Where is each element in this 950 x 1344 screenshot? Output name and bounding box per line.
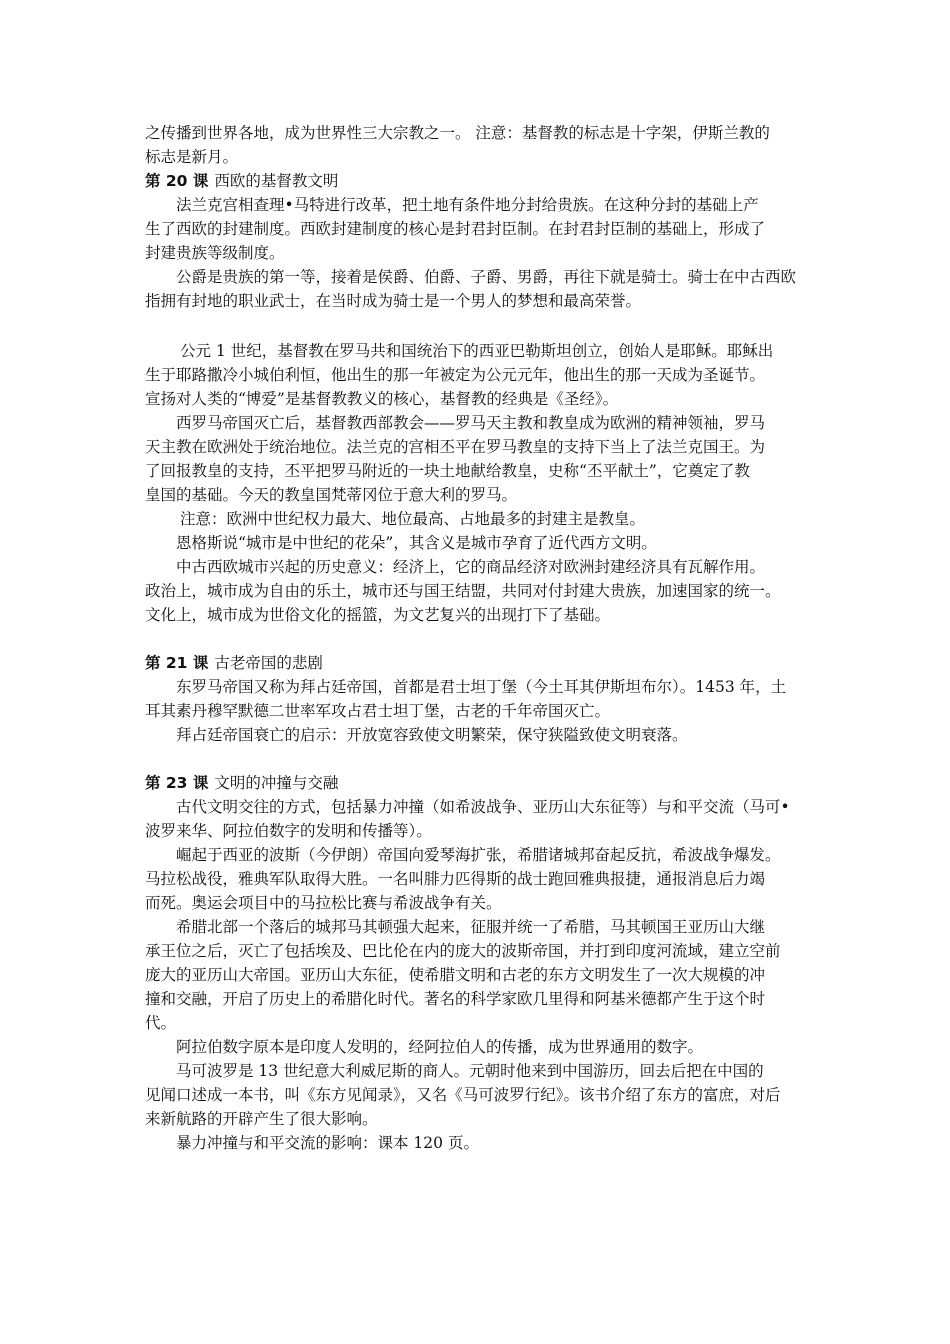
paragraph-line: 生于耶路撒冷小城伯利恒，他出生的那一年被定为公元元年，他出生的那一天成为圣诞节。 — [145, 366, 766, 384]
paragraph-line: 拜占廷帝国衰亡的启示：开放宽容致使文明繁荣，保守狭隘致使文明衰落。 — [176, 726, 688, 744]
lesson-title: 文明的冲撞与交融 — [214, 774, 339, 792]
paragraph-line: 古代文明交往的方式，包括暴力冲撞（如希波战争、亚历山大东征等）与和平交流（马可• — [176, 798, 790, 816]
paragraph-line: 庞大的亚历山大帝国。亚历山大东征，使希腊文明和古老的东方文明发生了一次大规模的冲 — [145, 966, 766, 984]
paragraph-line: 马拉松战役，雅典军队取得大胜。一名叫腓力匹得斯的战士跑回雅典报捷，通报消息后力竭 — [145, 870, 766, 888]
paragraph-line: 天主教在欧洲处于统治地位。法兰克的宫相丕平在罗马教皇的支持下当上了法兰克国王。为 — [145, 438, 766, 456]
blank-line — [145, 627, 810, 651]
lesson-23-heading — [145, 771, 810, 795]
paragraph-line: 马可波罗是 13 世纪意大利威尼斯的商人。元朝时他来到中国游历，回去后把在中国的 — [176, 1062, 764, 1080]
blank-line — [145, 747, 810, 771]
paragraph-line: 公爵是贵族的第一等，接着是侯爵、伯爵、子爵、男爵，再往下就是骑士。骑士在中古西欧 — [176, 268, 797, 286]
lesson-number: 第 21 课 — [145, 654, 209, 672]
lesson-20-heading — [145, 169, 810, 193]
intro-line: 标志是新月。 — [145, 148, 239, 166]
paragraph-line: 撞和交融，开启了历史上的希腊化时代。著名的科学家欧几里得和阿基米德都产生于这个时 — [145, 990, 766, 1008]
lesson-number: 第 20 课 — [145, 172, 209, 190]
paragraph-line: 见闻口述成一本书，叫《东方见闻录》，又名《马可波罗行纪》。该书介绍了东方的富庶，对后 — [145, 1086, 781, 1104]
paragraph-line: 希腊北部一个落后的城邦马其顿强大起来，征服并统一了希腊，马其顿国王亚历山大继 — [176, 918, 766, 936]
blank-line — [145, 313, 810, 339]
paragraph-line: 恩格斯说“城市是中世纪的花朵”，其含义是城市孕育了近代西方文明。 — [176, 534, 657, 552]
paragraph-line: 法兰克宫相查理•马特进行改革，把土地有条件地分封给贵族。在这种分封的基础上产 — [176, 196, 759, 214]
paragraph-line: 生了西欧的封建制度。西欧封建制度的核心是封君封臣制。在封君封臣制的基础上，形成了 — [145, 220, 766, 238]
paragraph-line: 来新航路的开辟产生了很大影响。 — [145, 1110, 378, 1128]
lesson-title: 西欧的基督教文明 — [214, 172, 339, 190]
paragraph-line: 公元 1 世纪，基督教在罗马共和国统治下的西亚巴勒斯坦创立，创始人是耶稣。耶稣出 — [180, 342, 774, 360]
paragraph-line: 西罗马帝国灭亡后，基督教西部教会——罗马天主教和教皇成为欧洲的精神领袖，罗马 — [176, 414, 766, 432]
paragraph-line: 注意：欧洲中世纪权力最大、地位最高、占地最多的封建主是教皇。 — [180, 510, 646, 528]
paragraph-line: 文化上，城市成为世俗文化的摇篮，为文艺复兴的出现打下了基础。 — [145, 606, 611, 624]
paragraph-line: 而死。奥运会项目中的马拉松比赛与希波战争有关。 — [145, 894, 502, 912]
paragraph-line: 皇国的基础。今天的教皇国梵蒂冈位于意大利的罗马。 — [145, 486, 518, 504]
paragraph-line: 指拥有封地的职业武士，在当时成为骑士是一个男人的梦想和最高荣誉。 — [145, 292, 642, 310]
lesson-number: 第 23 课 — [145, 774, 209, 792]
paragraph-line: 暴力冲撞与和平交流的影响：课本 120 页。 — [176, 1134, 479, 1152]
paragraph-line: 承王位之后，灭亡了包括埃及、巴比伦在内的庞大的波斯帝国，并打到印度河流域，建立空前 — [145, 942, 781, 960]
paragraph-line: 宣扬对人类的“博爱”是基督教教义的核心，基督教的经典是《圣经》。 — [145, 390, 619, 408]
paragraph-line: 封建贵族等级制度。 — [145, 244, 285, 262]
document-body — [145, 121, 810, 1155]
paragraph-line: 政治上，城市成为自由的乐土，城市还与国王结盟，共同对付封建大贵族，加速国家的统一。 — [145, 582, 781, 600]
paragraph-line: 东罗马帝国又称为拜占廷帝国，首都是君士坦丁堡（今土耳其伊斯坦布尔）。1453 年，土 — [176, 678, 787, 696]
paragraph-line: 崛起于西亚的波斯（今伊朗）帝国向爱琴海扩张，希腊诸城邦奋起反抗，希波战争爆发。 — [176, 846, 781, 864]
paragraph-line: 了回报教皇的支持，丕平把罗马附近的一块土地献给教皇，史称“丕平献土”，它奠定了教 — [145, 462, 750, 480]
paragraph-line: 代。 — [145, 1014, 177, 1032]
paragraph-line: 阿拉伯数字原本是印度人发明的，经阿拉伯人的传播，成为世界通用的数字。 — [176, 1038, 704, 1056]
paragraph-line: 波罗来华、阿拉伯数字的发明和传播等）。 — [145, 822, 432, 840]
paragraph-line: 中古西欧城市兴起的历史意义：经济上，它的商品经济对欧洲封建经济具有瓦解作用。 — [176, 558, 766, 576]
lesson-title: 古老帝国的悲剧 — [214, 654, 323, 672]
intro-line: 之传播到世界各地，成为世界性三大宗教之一。 注意：基督教的标志是十字架，伊斯兰教的 — [145, 124, 770, 142]
lesson-21-heading — [145, 651, 810, 675]
paragraph-line: 耳其素丹穆罕默德二世率军攻占君士坦丁堡，古老的千年帝国灭亡。 — [145, 702, 611, 720]
